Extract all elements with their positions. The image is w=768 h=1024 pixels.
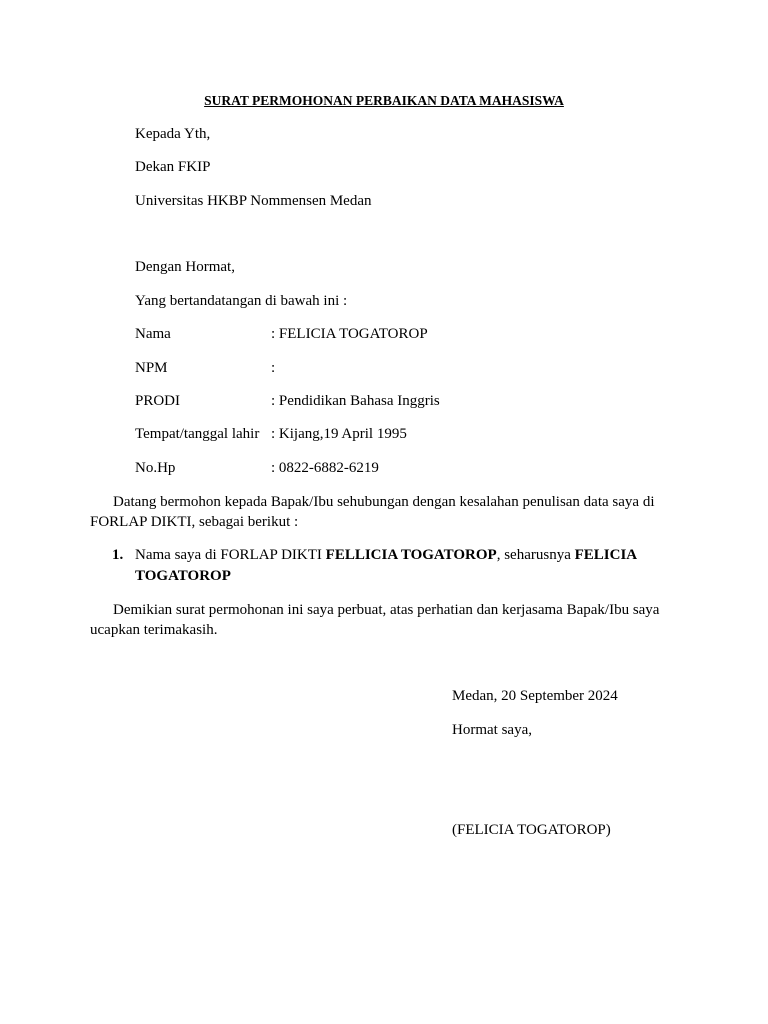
field-label-nama: Nama bbox=[135, 326, 171, 342]
field-label-npm: NPM bbox=[135, 360, 168, 376]
request-paragraph: Datang bermohon kepada Bapak/Ibu sehubungan dengan kesalahan penulisan data saya di FORLAP DIKTI, sebagai berikut : bbox=[90, 494, 655, 530]
recipient-line-1: Kepada Yth, bbox=[135, 126, 211, 142]
list-item-prefix: Nama saya di FORLAP DIKTI bbox=[135, 547, 326, 563]
greeting: Dengan Hormat, bbox=[135, 259, 235, 275]
list-item-number: 1. bbox=[112, 547, 124, 563]
place-date: Medan, 20 September 2024 bbox=[452, 688, 618, 704]
field-value-prodi: : Pendidikan Bahasa Inggris bbox=[271, 393, 440, 409]
recipient-line-2: Dekan FKIP bbox=[135, 159, 211, 175]
list-item bbox=[135, 545, 665, 587]
intro-line: Yang bertandatangan di bawah ini : bbox=[135, 293, 348, 309]
wrong-name: FELLICIA TOGATOROP bbox=[325, 547, 497, 563]
field-value-nama: : FELICIA TOGATOROP bbox=[271, 326, 428, 342]
list-item-middle: , seharusnya bbox=[496, 547, 575, 563]
recipient-line-3: Universitas HKBP Nommensen Medan bbox=[135, 193, 372, 209]
field-label-prodi: PRODI bbox=[135, 393, 181, 409]
salutation: Hormat saya, bbox=[452, 722, 532, 738]
field-value-ttl: : Kijang,19 April 1995 bbox=[271, 426, 407, 442]
field-label-ttl: Tempat/tanggal lahir bbox=[135, 426, 260, 442]
field-value-npm: : bbox=[271, 360, 276, 376]
letter-title: SURAT PERMOHONAN PERBAIKAN DATA MAHASISWA bbox=[204, 93, 564, 108]
correct-name: FELICIA TOGATOROP bbox=[135, 547, 637, 584]
closing-paragraph: Demikian surat permohonan ini saya perbuat, atas perhatian dan kerjasama Bapak/Ibu saya ucapkan terimakasih. bbox=[90, 602, 660, 638]
field-label-nohp: No.Hp bbox=[135, 460, 176, 476]
field-value-nohp: : 0822-6882-6219 bbox=[271, 460, 379, 476]
signer-name: (FELICIA TOGATOROP) bbox=[452, 822, 611, 838]
